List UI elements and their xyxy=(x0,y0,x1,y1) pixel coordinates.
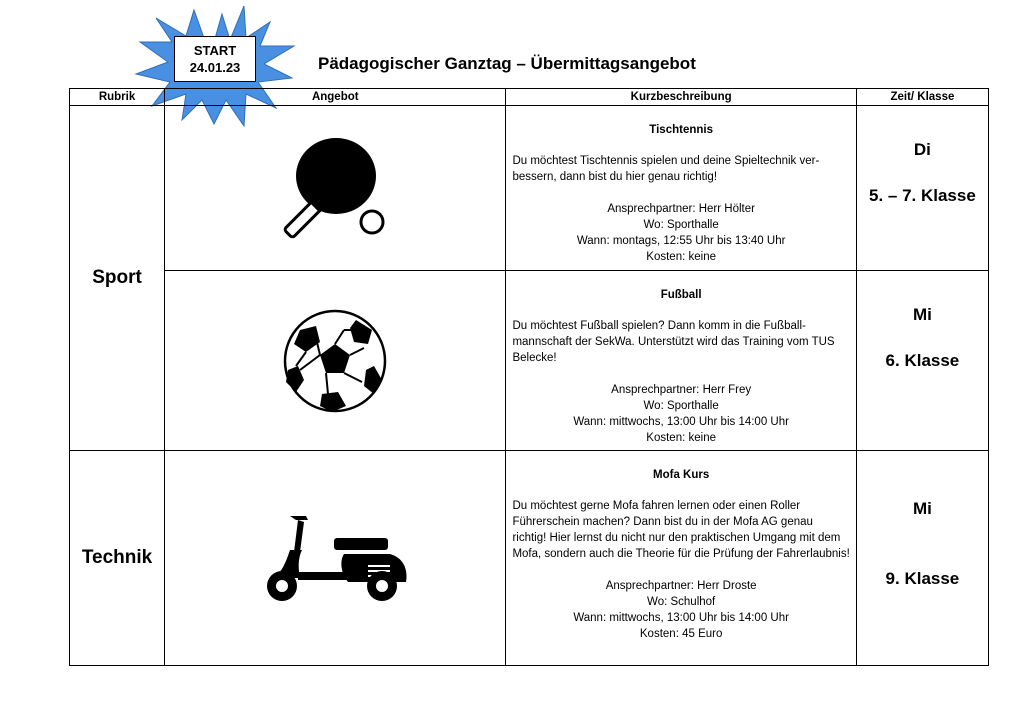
picture-cell xyxy=(165,106,506,271)
header-kurzbeschreibung: Kurzbeschreibung xyxy=(506,89,856,106)
offer-grade: 6. Klasse xyxy=(885,351,960,370)
offer-grade: 9. Klasse xyxy=(885,569,960,588)
description-cell xyxy=(506,106,856,271)
table-row xyxy=(70,106,989,271)
offer-text: Du möchtest gerne Mofa fahren lernen oder einen Roller Führerschein machen? Dann bist du in der Mofa AG genau richtig! Hier lernst du nicht nur den praktischen Umgang mit dem Mofa, sondern auch die Theorie für die Prüfung der Fahrerlaubnis! xyxy=(512,500,850,560)
rubrik-sport: Sport xyxy=(70,106,165,451)
offer-title: Fußball xyxy=(660,289,702,301)
description-cell xyxy=(506,271,856,451)
offer-text: Du möchtest Fußball spielen? Dann komm in die Fußball-mannschaft der SekWa. Unterstützt wird das Training vom TUS Belecke! xyxy=(512,320,835,364)
offer-location: Wo: Sporthalle xyxy=(643,219,719,231)
offer-day: Mi xyxy=(912,305,932,324)
offer-contact: Ansprechpartner: Herr Frey xyxy=(611,384,752,396)
start-date: 24.01.23 xyxy=(189,60,241,75)
offer-location: Wo: Schulhof xyxy=(647,596,716,608)
header-zeit-klasse: Zeit/ Klasse xyxy=(856,89,988,106)
time-class-cell xyxy=(856,451,988,666)
offer-time: Wann: mittwochs, 13:00 Uhr bis 14:00 Uhr xyxy=(573,612,789,624)
offer-day: Mi xyxy=(912,499,932,518)
table-tennis-icon xyxy=(280,136,390,240)
offer-grade: 5. – 7. Klasse xyxy=(869,186,976,205)
rubrik-technik: Technik xyxy=(70,451,165,666)
offer-title: Mofa Kurs xyxy=(653,469,710,481)
picture-cell xyxy=(165,271,506,451)
offer-contact: Ansprechpartner: Herr Hölter xyxy=(607,203,755,215)
offer-cost: Kosten: keine xyxy=(646,432,716,444)
table-row xyxy=(70,271,989,451)
start-badge xyxy=(174,36,256,82)
offer-day: Di xyxy=(913,140,931,159)
time-class-cell xyxy=(856,106,988,271)
table-row xyxy=(70,451,989,666)
soccer-ball-icon xyxy=(282,308,388,414)
offer-location: Wo: Sporthalle xyxy=(643,400,719,412)
scooter-icon xyxy=(260,512,410,604)
table-header-row xyxy=(70,89,989,106)
offer-cost: Kosten: 45 Euro xyxy=(639,628,723,640)
offer-title: Tischtennis xyxy=(649,124,713,136)
start-label: START xyxy=(193,43,237,58)
page-title: Pädagogischer Ganztag – Übermittagsangebot xyxy=(318,54,696,73)
header-angebot: Angebot xyxy=(165,89,506,106)
offer-time: Wann: montags, 12:55 Uhr bis 13:40 Uhr xyxy=(576,235,786,247)
picture-cell xyxy=(165,451,506,666)
header-rubrik: Rubrik xyxy=(70,89,165,106)
offer-contact: Ansprechpartner: Herr Droste xyxy=(605,580,757,592)
offer-text: Du möchtest Tischtennis spielen und deine Spieltechnik ver-bessern, dann bist du hier genau richtig! xyxy=(512,155,820,183)
offer-time: Wann: mittwochs, 13:00 Uhr bis 14:00 Uhr xyxy=(573,416,789,428)
offer-table xyxy=(69,88,989,666)
description-cell xyxy=(506,451,856,666)
time-class-cell xyxy=(856,271,988,451)
offer-cost: Kosten: keine xyxy=(646,251,716,263)
